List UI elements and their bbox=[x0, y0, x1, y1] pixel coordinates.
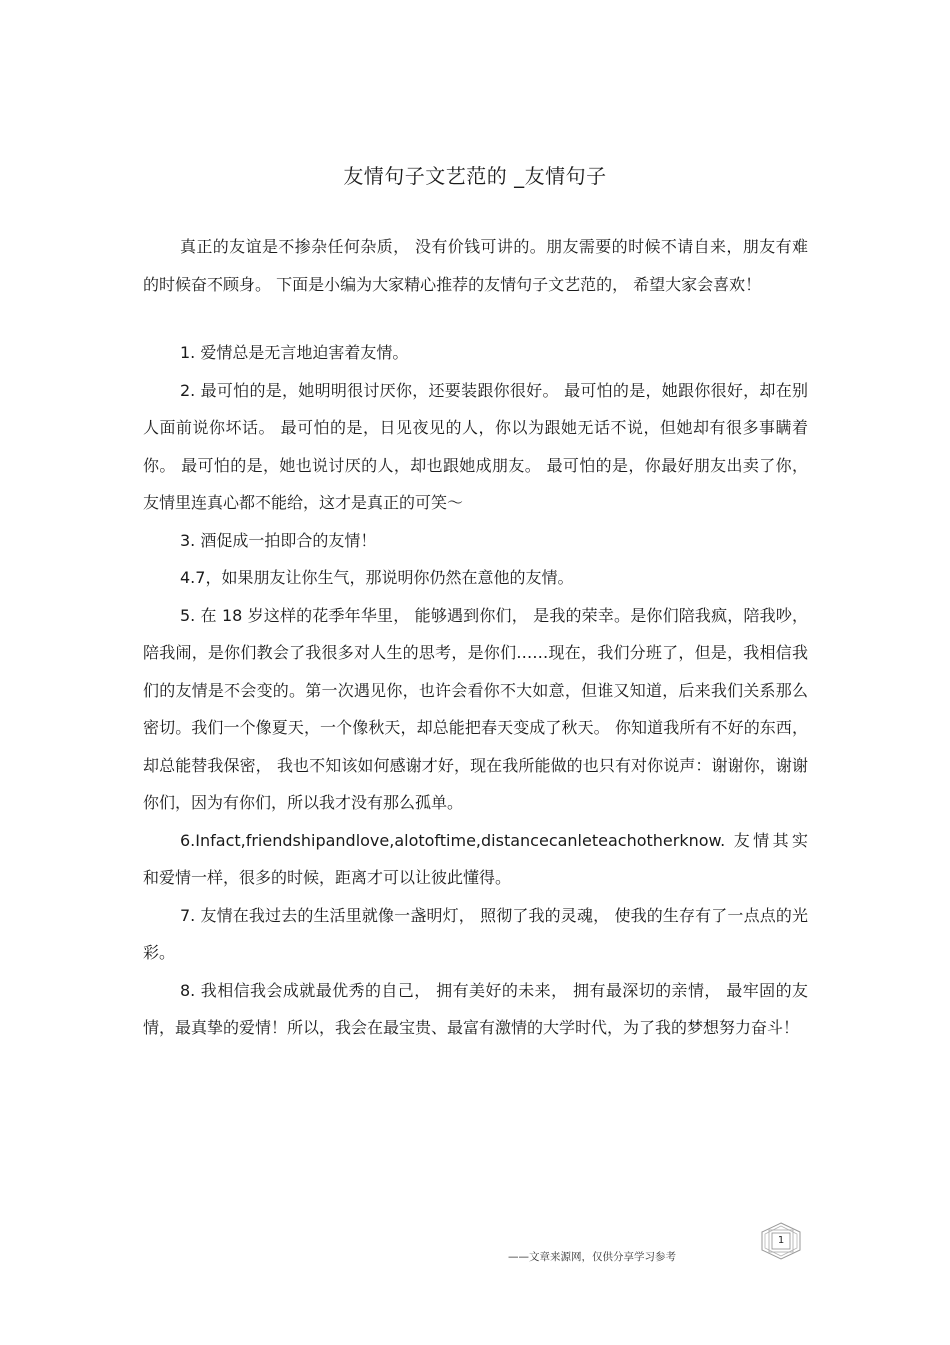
article-body bbox=[143, 228, 808, 1047]
list-item: 1. 爱情总是无言地迫害着友情。 bbox=[180, 343, 409, 362]
list-item: 2. 最可怕的是，她明明很讨厌你，还要装跟你很好。 最可怕的是，她跟你很好，却在别人面前说你坏话。 最可怕的是，日见夜见的人，你以为跟她无话不说，但她却有很多事瞒着你。 最可怕的是，她也说讨厌的人，却也跟她成朋友。 最可怕的是，你最好朋友出卖了你，友情里连真心都不能给，这才是真正的可笑～ bbox=[143, 380, 808, 512]
intro-paragraph: 真正的友谊是不掺杂任何杂质， 没有价钱可讲的。朋友需要的时候不请自来，朋友有难的时候奋不顾身。 下面是小编为大家精心推荐的友情句子文艺范的， 希望大家会喜欢！ bbox=[143, 237, 808, 294]
document-title: 友情句子文艺范的 _友情句子 bbox=[343, 164, 607, 188]
source-footer: ——文章来源网，仅供分享学习参考 bbox=[508, 1251, 676, 1263]
list-item: 5. 在 18 岁这样的花季年华里， 能够遇到你们， 是我的荣幸。是你们陪我疯，陪我吵，陪我闹，是你们教会了我很多对人生的思考，是你们……现在，我们分班了，但是，我相信我们的友情是不会变的。第一次遇见你，也许会看你不大如意，但谁又知道，后来我们关系那么密切。我们一个像夏天，一个像秋天，却总能把春天变成了秋天。 你知道我所有不好的东西， 却总能替我保密， 我也不知该如何感谢才好，现在我所能做的也只有对你说声：谢谢你，谢谢你们，因为有你们，所以我才没有那么孤单。 bbox=[143, 605, 808, 812]
list-item: 3. 酒促成一拍即合的友情！ bbox=[180, 530, 377, 550]
page-number: 1 bbox=[777, 1235, 785, 1246]
list-item: 4.7，如果朋友让你生气，那说明你仍然在意他的友情。 bbox=[180, 568, 574, 587]
list-item: 8. 我相信我会成就最优秀的自己， 拥有美好的未来， 拥有最深切的亲情， 最牢固的友情，最真挚的爱情！所以，我会在最宝贵、最富有激情的大学时代，为了我的梦想努力奋斗！ bbox=[143, 980, 808, 1037]
list-item: 6.Infact,friendshipandlove,alotoftime,distancecanleteachotherknow. 友情其实和爱情一样，很多的时候，距离才可以让彼此懂得。 bbox=[143, 830, 808, 887]
list-item: 7. 友情在我过去的生活里就像一盏明灯， 照彻了我的灵魂， 使我的生存有了一点点的光彩。 bbox=[143, 905, 808, 962]
